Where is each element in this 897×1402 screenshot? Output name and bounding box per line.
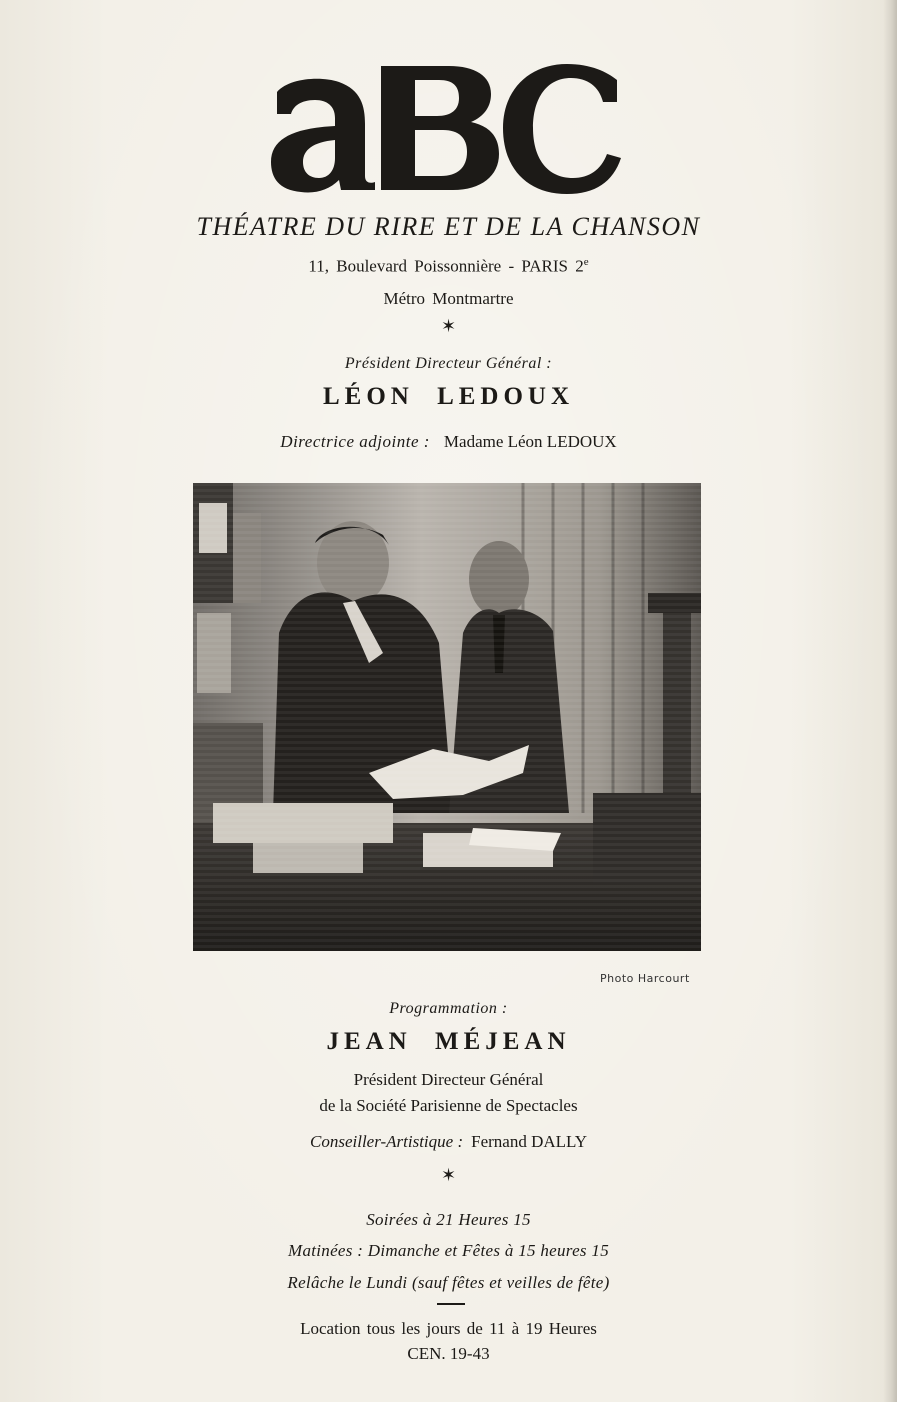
schedule-relache: Relâche le Lundi (sauf fêtes et veilles de fête): [287, 1273, 610, 1292]
programmation-label: Programmation :: [389, 1000, 508, 1017]
booking-hours: Location tous les jours de 11 à 19 Heures: [300, 1319, 597, 1338]
programmation-title-line1: Président Directeur Général: [353, 1070, 544, 1089]
abc-logo-mark: [269, 58, 629, 198]
abc-logo: [0, 58, 897, 208]
separator-star-icon-2: ✶: [440, 1165, 457, 1186]
programmation-name: JEAN MÉJEAN: [326, 1028, 571, 1055]
conseiller-name: Fernand DALLY: [471, 1132, 587, 1151]
directrice-line: [0, 432, 897, 452]
programmation-title-line2: de la Société Parisienne de Spectacles: [319, 1096, 578, 1115]
theatre-subtitle: THÉATRE DU RIRE ET DE LA CHANSON: [196, 212, 701, 241]
address-superscript: e: [583, 256, 589, 268]
conseiller-line: [0, 1132, 897, 1152]
schedule-soirees: Soirées à 21 Heures 15: [366, 1210, 531, 1229]
pdg-name: LÉON LEDOUX: [322, 383, 575, 410]
photo-credit: Photo Harcourt: [600, 972, 690, 985]
conseiller-label: Conseiller-Artistique :: [310, 1132, 464, 1151]
office-photo-image: [193, 483, 701, 951]
booking-phone: CEN. 19-43: [407, 1344, 490, 1363]
divider-dash: [437, 1303, 465, 1305]
pdg-label: Président Directeur Général :: [344, 355, 553, 372]
page-edge-shadow: [883, 0, 897, 1402]
directrice-label: Directrice adjointe :: [280, 432, 430, 451]
address-text: 11, Boulevard Poissonnière - PARIS 2: [308, 256, 584, 276]
schedule-matinees: Matinées : Dimanche et Fêtes à 15 heures 15: [287, 1241, 610, 1260]
office-photo: [193, 483, 701, 951]
metro-station: Métro Montmartre: [383, 289, 514, 308]
theatre-address: [0, 256, 897, 277]
separator-star-icon: ✶: [440, 316, 457, 337]
directrice-name: Madame Léon LEDOUX: [443, 432, 617, 451]
